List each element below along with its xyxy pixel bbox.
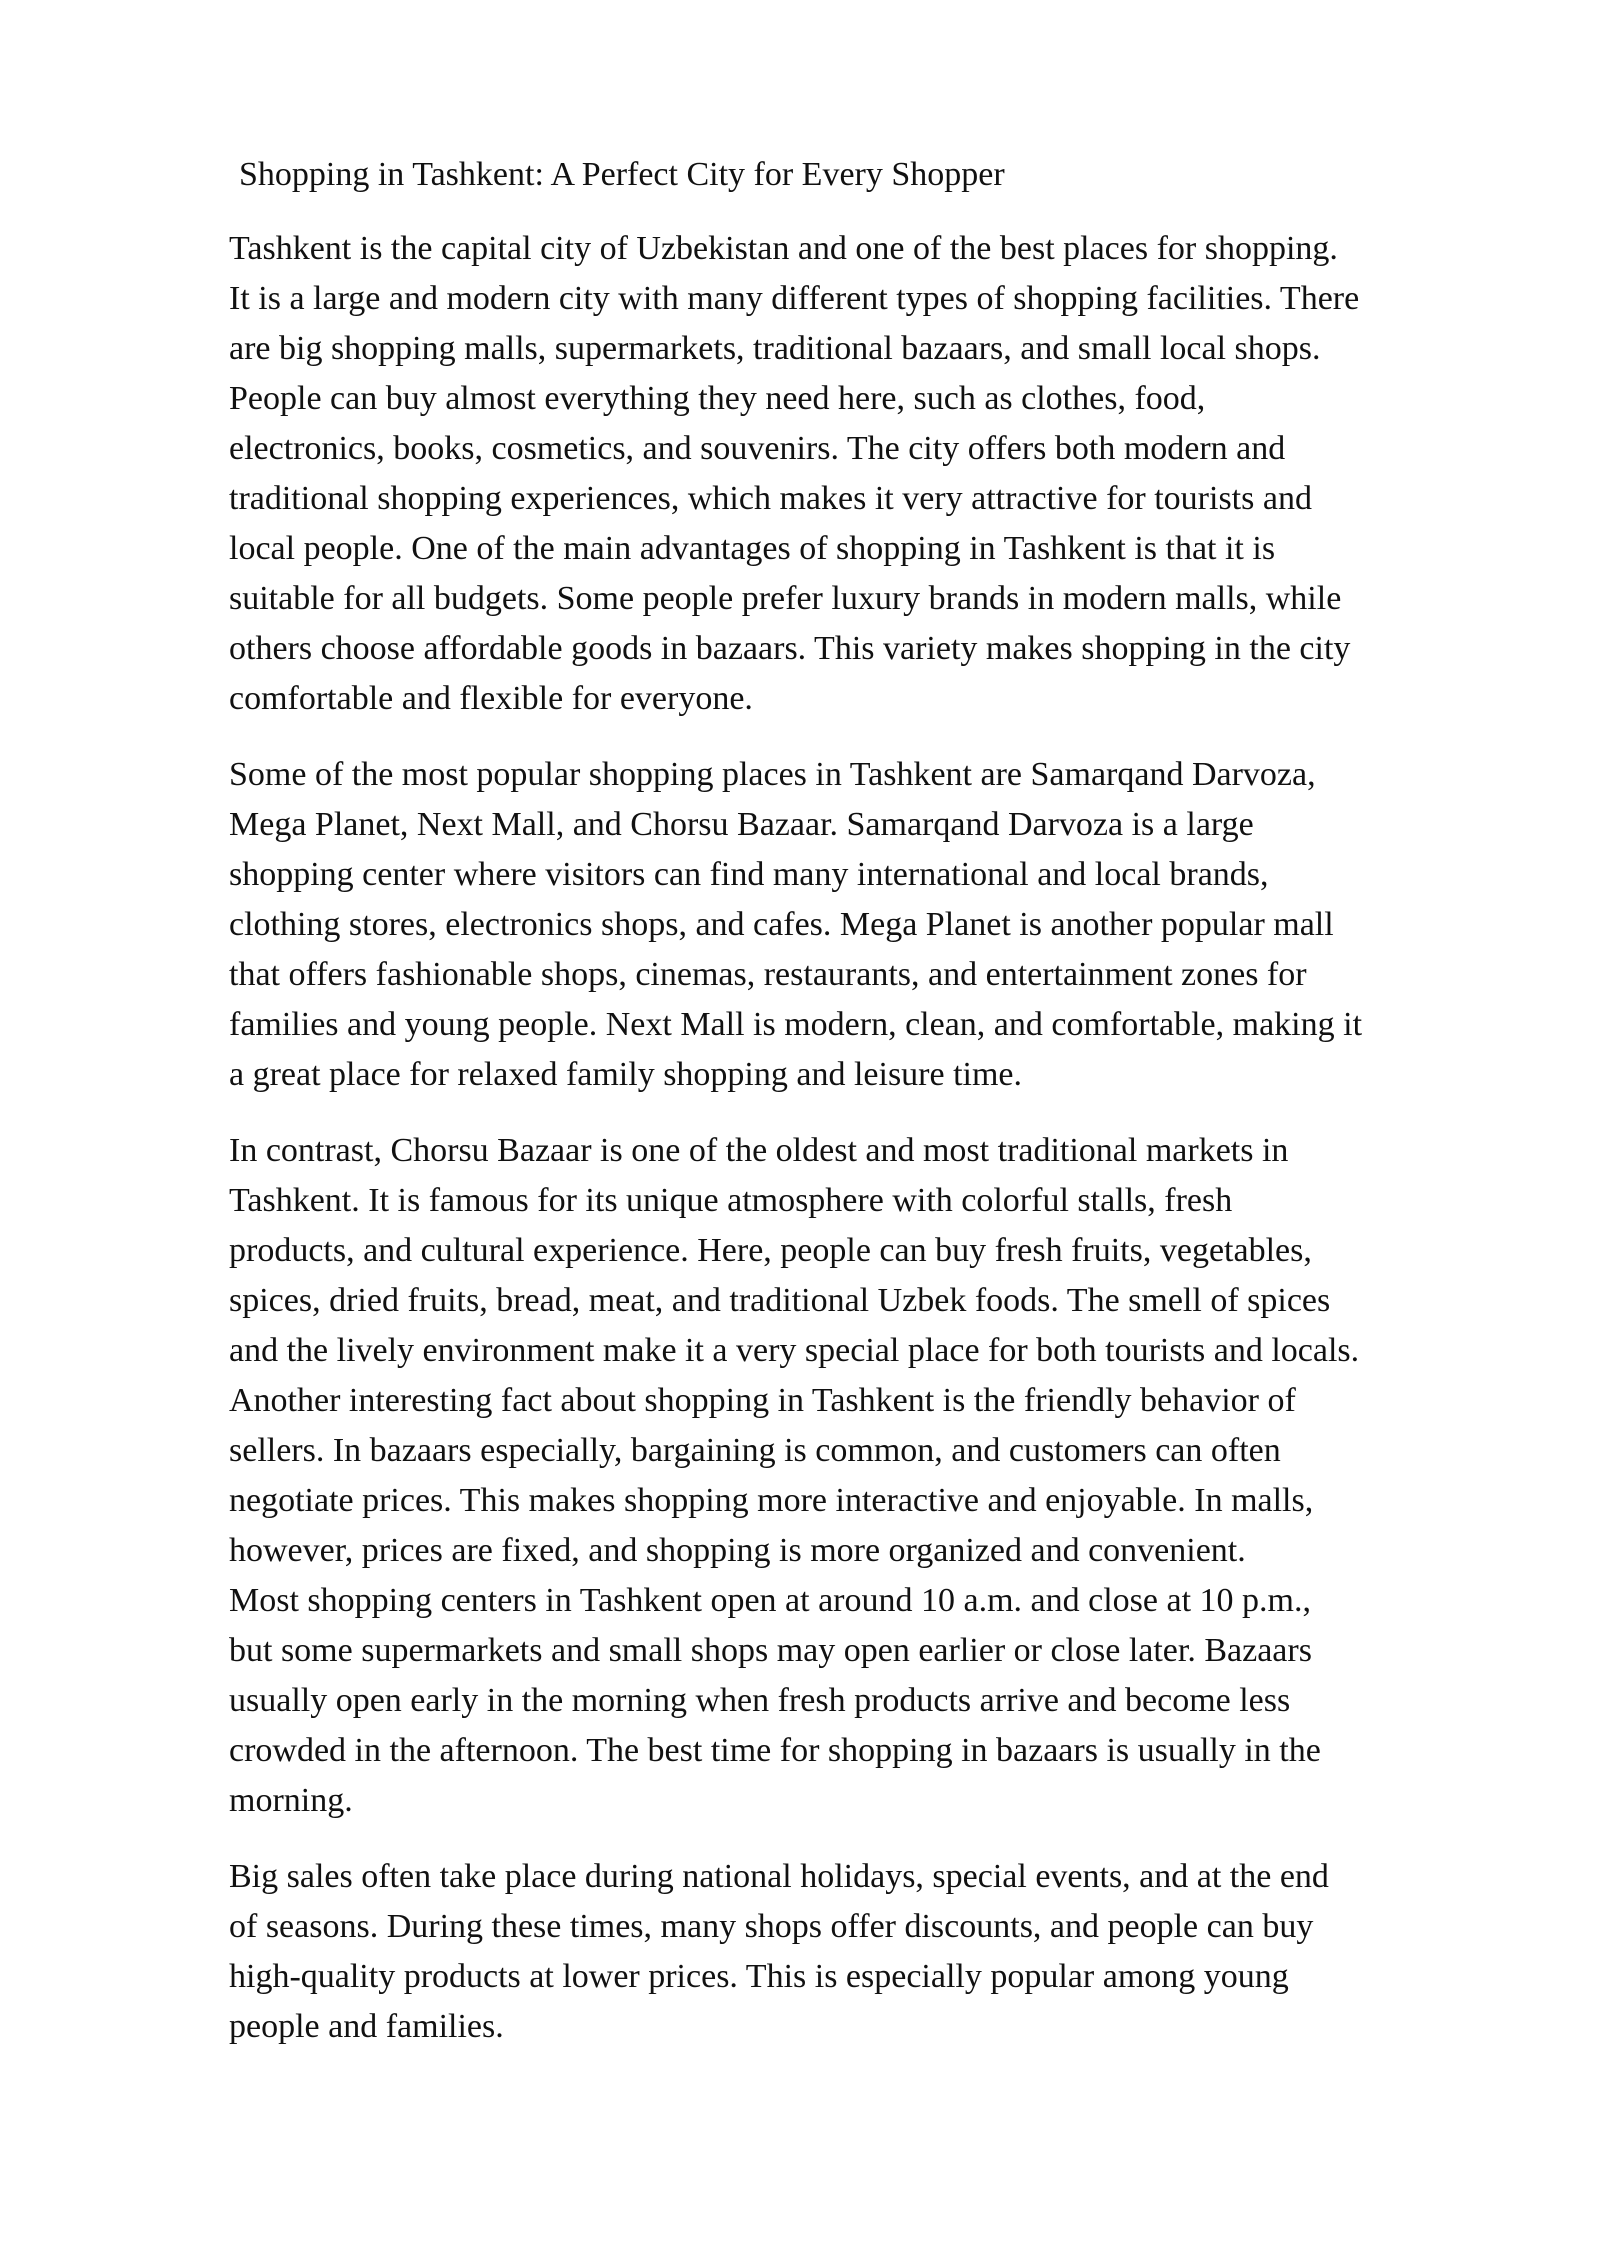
paragraph-line: shopping center where visitors can find many international and local brands,	[229, 856, 1269, 893]
paragraph-line: high-quality products at lower prices. This is especially popular among young	[229, 1958, 1289, 1995]
paragraph-line: people and families.	[229, 2008, 504, 2045]
paragraph-line: comfortable and flexible for everyone.	[229, 680, 753, 717]
paragraph-line: morning.	[229, 1782, 353, 1819]
paragraph-line: clothing stores, electronics shops, and cafes. Mega Planet is another popular mall	[229, 906, 1334, 943]
paragraph-line: Mega Planet, Next Mall, and Chorsu Bazaar. Samarqand Darvoza is a large	[229, 806, 1254, 843]
paragraph-line: traditional shopping experiences, which makes it very attractive for tourists and	[229, 480, 1312, 517]
paragraph-line: local people. One of the main advantages of shopping in Tashkent is that it is	[229, 530, 1276, 567]
paragraph-line: but some supermarkets and small shops may open earlier or close later. Bazaars	[229, 1632, 1312, 1669]
paragraph-1	[229, 224, 1529, 724]
paragraph-line: negotiate prices. This makes shopping more interactive and enjoyable. In malls,	[229, 1482, 1314, 1519]
document-body	[229, 150, 1529, 2052]
paragraph-3	[229, 1126, 1529, 1826]
paragraph-line: others choose affordable goods in bazaars. This variety makes shopping in the city	[229, 630, 1351, 667]
paragraph-line: It is a large and modern city with many different types of shopping facilities. There	[229, 280, 1360, 317]
paragraph-line: Tashkent is the capital city of Uzbekistan and one of the best places for shopping.	[229, 230, 1338, 267]
paragraph-line: a great place for relaxed family shopping and leisure time.	[229, 1056, 1023, 1093]
paragraph-line: of seasons. During these times, many shops offer discounts, and people can buy	[229, 1908, 1314, 1945]
paragraph-line: usually open early in the morning when fresh products arrive and become less	[229, 1682, 1291, 1719]
paragraph-line: People can buy almost everything they need here, such as clothes, food,	[229, 380, 1206, 417]
paragraph-line: products, and cultural experience. Here, people can buy fresh fruits, vegetables,	[229, 1232, 1312, 1269]
paragraph-line: sellers. In bazaars especially, bargaining is common, and customers can often	[229, 1432, 1281, 1469]
paragraph-line: In contrast, Chorsu Bazaar is one of the oldest and most traditional markets in	[229, 1132, 1289, 1169]
paragraph-line: are big shopping malls, supermarkets, traditional bazaars, and small local shops.	[229, 330, 1321, 367]
document-title: Shopping in Tashkent: A Perfect City for Every Shopper	[239, 156, 1005, 193]
paragraph-line: suitable for all budgets. Some people prefer luxury brands in modern malls, while	[229, 580, 1342, 617]
paragraph-line: electronics, books, cosmetics, and souvenirs. The city offers both modern and	[229, 430, 1286, 467]
paragraph-line: Big sales often take place during national holidays, special events, and at the end	[229, 1858, 1329, 1895]
paragraph-line: Some of the most popular shopping places in Tashkent are Samarqand Darvoza,	[229, 756, 1316, 793]
paragraph-line: Tashkent. It is famous for its unique atmosphere with colorful stalls, fresh	[229, 1182, 1233, 1219]
paragraph-line: crowded in the afternoon. The best time for shopping in bazaars is usually in the	[229, 1732, 1321, 1769]
paragraph-line: and the lively environment make it a very special place for both tourists and locals.	[229, 1332, 1360, 1369]
paragraph-line: families and young people. Next Mall is modern, clean, and comfortable, making it	[229, 1006, 1363, 1043]
paragraph-line: however, prices are fixed, and shopping is more organized and convenient.	[229, 1532, 1246, 1569]
paragraph-line: Another interesting fact about shopping in Tashkent is the friendly behavior of	[229, 1382, 1296, 1419]
paragraph-2	[229, 750, 1529, 1100]
paragraph-line: spices, dried fruits, bread, meat, and traditional Uzbek foods. The smell of spices	[229, 1282, 1331, 1319]
paragraph-line: that offers fashionable shops, cinemas, restaurants, and entertainment zones for	[229, 956, 1307, 993]
paragraph-4	[229, 1852, 1529, 2052]
paragraph-line: Most shopping centers in Tashkent open at around 10 a.m. and close at 10 p.m.,	[229, 1582, 1311, 1619]
